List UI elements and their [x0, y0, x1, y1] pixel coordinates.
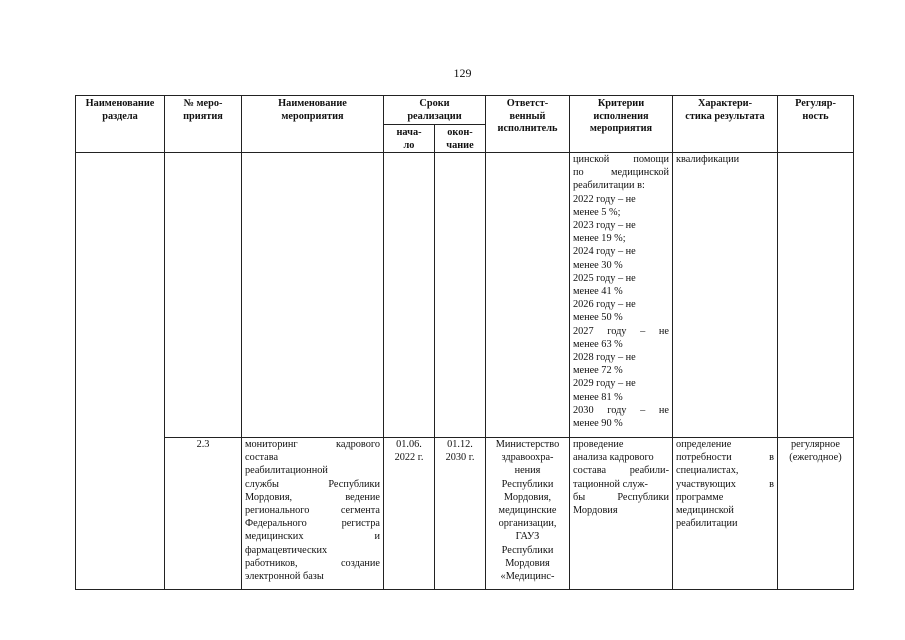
name-line: работников, создание	[245, 557, 380, 569]
cell-number	[165, 153, 242, 438]
result-line: программе	[676, 491, 724, 503]
header-terms-line: Сроки	[419, 98, 450, 109]
responsible-line: нения	[514, 465, 541, 477]
header-criteria-line: мероприятия	[589, 123, 653, 134]
name-line: регионального сегмента	[245, 505, 380, 517]
cell-criteria	[570, 438, 673, 590]
name-line: состава	[245, 452, 279, 464]
cell-responsible	[486, 438, 570, 590]
table-row	[76, 438, 854, 590]
name-line: электронной базы	[245, 571, 324, 583]
header-terms	[384, 96, 486, 125]
result-line: реабилитации	[676, 518, 738, 530]
criteria-line: менее 72 %	[573, 365, 623, 377]
name-line: реабилитационной	[245, 465, 328, 477]
header-criteria-line: исполнения	[593, 110, 649, 122]
header-regularity-line: Регуляр-	[795, 98, 836, 109]
criteria-line: 2027 году – не	[573, 325, 669, 337]
measures-table	[75, 95, 854, 590]
result-line: определение	[676, 439, 732, 450]
criteria-line: 2023 году – не	[573, 220, 636, 232]
cell-end	[435, 438, 486, 590]
name-line: мониторинг кадрового	[245, 439, 380, 450]
criteria-line: менее 63 %	[573, 338, 623, 350]
criteria-line: проведение	[573, 439, 624, 450]
cell-start	[384, 153, 435, 438]
page-number: 129	[453, 66, 472, 80]
name-line: медицинских и	[245, 531, 380, 543]
criteria-line: Мордовия	[573, 505, 618, 517]
criteria-line: менее 50 %	[573, 312, 623, 324]
end-line: 2030 г.	[445, 452, 475, 464]
header-responsible-line: венный	[509, 110, 546, 122]
criteria-line: 2029 году – не	[573, 378, 636, 390]
criteria-line: цинской помощи	[573, 154, 669, 165]
header-responsible-line: Ответст-	[506, 98, 549, 109]
header-result	[673, 96, 778, 153]
cell-section	[76, 153, 165, 590]
criteria-line: менее 19 %;	[573, 233, 626, 245]
result-line: медицинской	[676, 505, 734, 517]
name-line: службы Республики	[245, 478, 380, 490]
cell-end	[435, 153, 486, 438]
criteria-line: анализа кадрового	[573, 452, 654, 464]
result-line: специалистах,	[676, 465, 739, 477]
cell-result	[673, 153, 778, 438]
header-start-line: нача-	[396, 127, 422, 138]
end-line: 01.12.	[447, 439, 473, 450]
header-section	[76, 96, 165, 153]
criteria-line: менее 30 %	[573, 259, 623, 271]
criteria-line: состава реабили-	[573, 465, 669, 477]
header-regularity	[778, 96, 854, 153]
criteria-line: реабилитации в:	[573, 180, 645, 192]
start-line: 01.06.	[396, 439, 422, 450]
cell-number: 2.3	[165, 438, 242, 590]
cell-regularity	[778, 438, 854, 590]
criteria-line: менее 5 %;	[573, 206, 621, 218]
criteria-line: бы Республики	[573, 491, 669, 503]
responsible-line: «Медицинс-	[500, 571, 555, 583]
header-responsible-line: исполнитель	[497, 123, 558, 134]
name-line: Мордовия, ведение	[245, 491, 380, 503]
result-line: участвующих в	[676, 478, 774, 490]
header-responsible	[486, 96, 570, 153]
header-criteria	[570, 96, 673, 153]
criteria-line: 2030 году – не	[573, 404, 669, 416]
cell-start	[384, 438, 435, 590]
cell-result	[673, 438, 778, 590]
cell-name	[242, 153, 384, 438]
criteria-line: менее 90 %	[573, 418, 623, 430]
criteria-line: 2025 году – не	[573, 272, 636, 284]
header-start-line: ло	[403, 139, 415, 151]
header-name	[242, 96, 384, 153]
cell-name	[242, 438, 384, 590]
criteria-line: менее 81 %	[573, 391, 623, 403]
responsible-line: организации,	[498, 518, 557, 530]
criteria-line: 2028 году – не	[573, 352, 636, 364]
header-end-line: чание	[446, 139, 474, 151]
result-line: потребности в	[676, 452, 774, 464]
header-number-line: № меро-	[183, 98, 223, 109]
responsible-line: Министерство	[495, 439, 560, 450]
regularity-line: (ежегодное)	[789, 452, 842, 464]
header-section-line: раздела	[102, 110, 138, 122]
cell-responsible	[486, 153, 570, 438]
name-line: Федерального регистра	[245, 518, 380, 530]
header-result-line: Характери-	[697, 98, 753, 109]
header-name-line: Наименование	[278, 98, 347, 109]
criteria-line: 2022 году – не	[573, 193, 636, 205]
header-terms-line: реализации	[407, 110, 462, 122]
criteria-line: менее 41 %	[573, 286, 623, 298]
criteria-line: 2024 году – не	[573, 246, 636, 258]
responsible-line: Республики	[501, 478, 554, 490]
header-end	[435, 125, 486, 153]
header-start	[384, 125, 435, 153]
cell-regularity	[778, 153, 854, 438]
responsible-line: Мордовия,	[503, 491, 552, 503]
header-criteria-line: Критерии	[597, 98, 645, 109]
header-result-line: стика результата	[685, 110, 765, 122]
responsible-line: Мордовия	[505, 557, 550, 569]
cell-criteria	[570, 153, 673, 438]
table-row	[76, 153, 854, 438]
responsible-line: Республики	[501, 544, 554, 556]
start-line: 2022 г.	[394, 452, 424, 464]
responsible-line: медицинские	[498, 505, 557, 517]
result-line: квалификации	[676, 154, 740, 165]
header-regularity-line: ность	[802, 110, 829, 122]
header-section-line: Наименование	[85, 98, 155, 109]
header-number	[165, 96, 242, 153]
criteria-line: по медицинской	[573, 167, 669, 179]
header-number-line: приятия	[183, 110, 223, 122]
responsible-line: здравоохра-	[501, 452, 554, 464]
criteria-line: 2026 году – не	[573, 299, 636, 311]
regularity-line: регулярное	[790, 439, 841, 450]
name-line: фармацевтических	[245, 544, 328, 556]
header-name-line: мероприятия	[281, 110, 344, 122]
responsible-line: ГАУЗ	[515, 531, 540, 543]
criteria-line: тационной служ-	[573, 478, 648, 490]
header-end-line: окон-	[447, 127, 473, 138]
